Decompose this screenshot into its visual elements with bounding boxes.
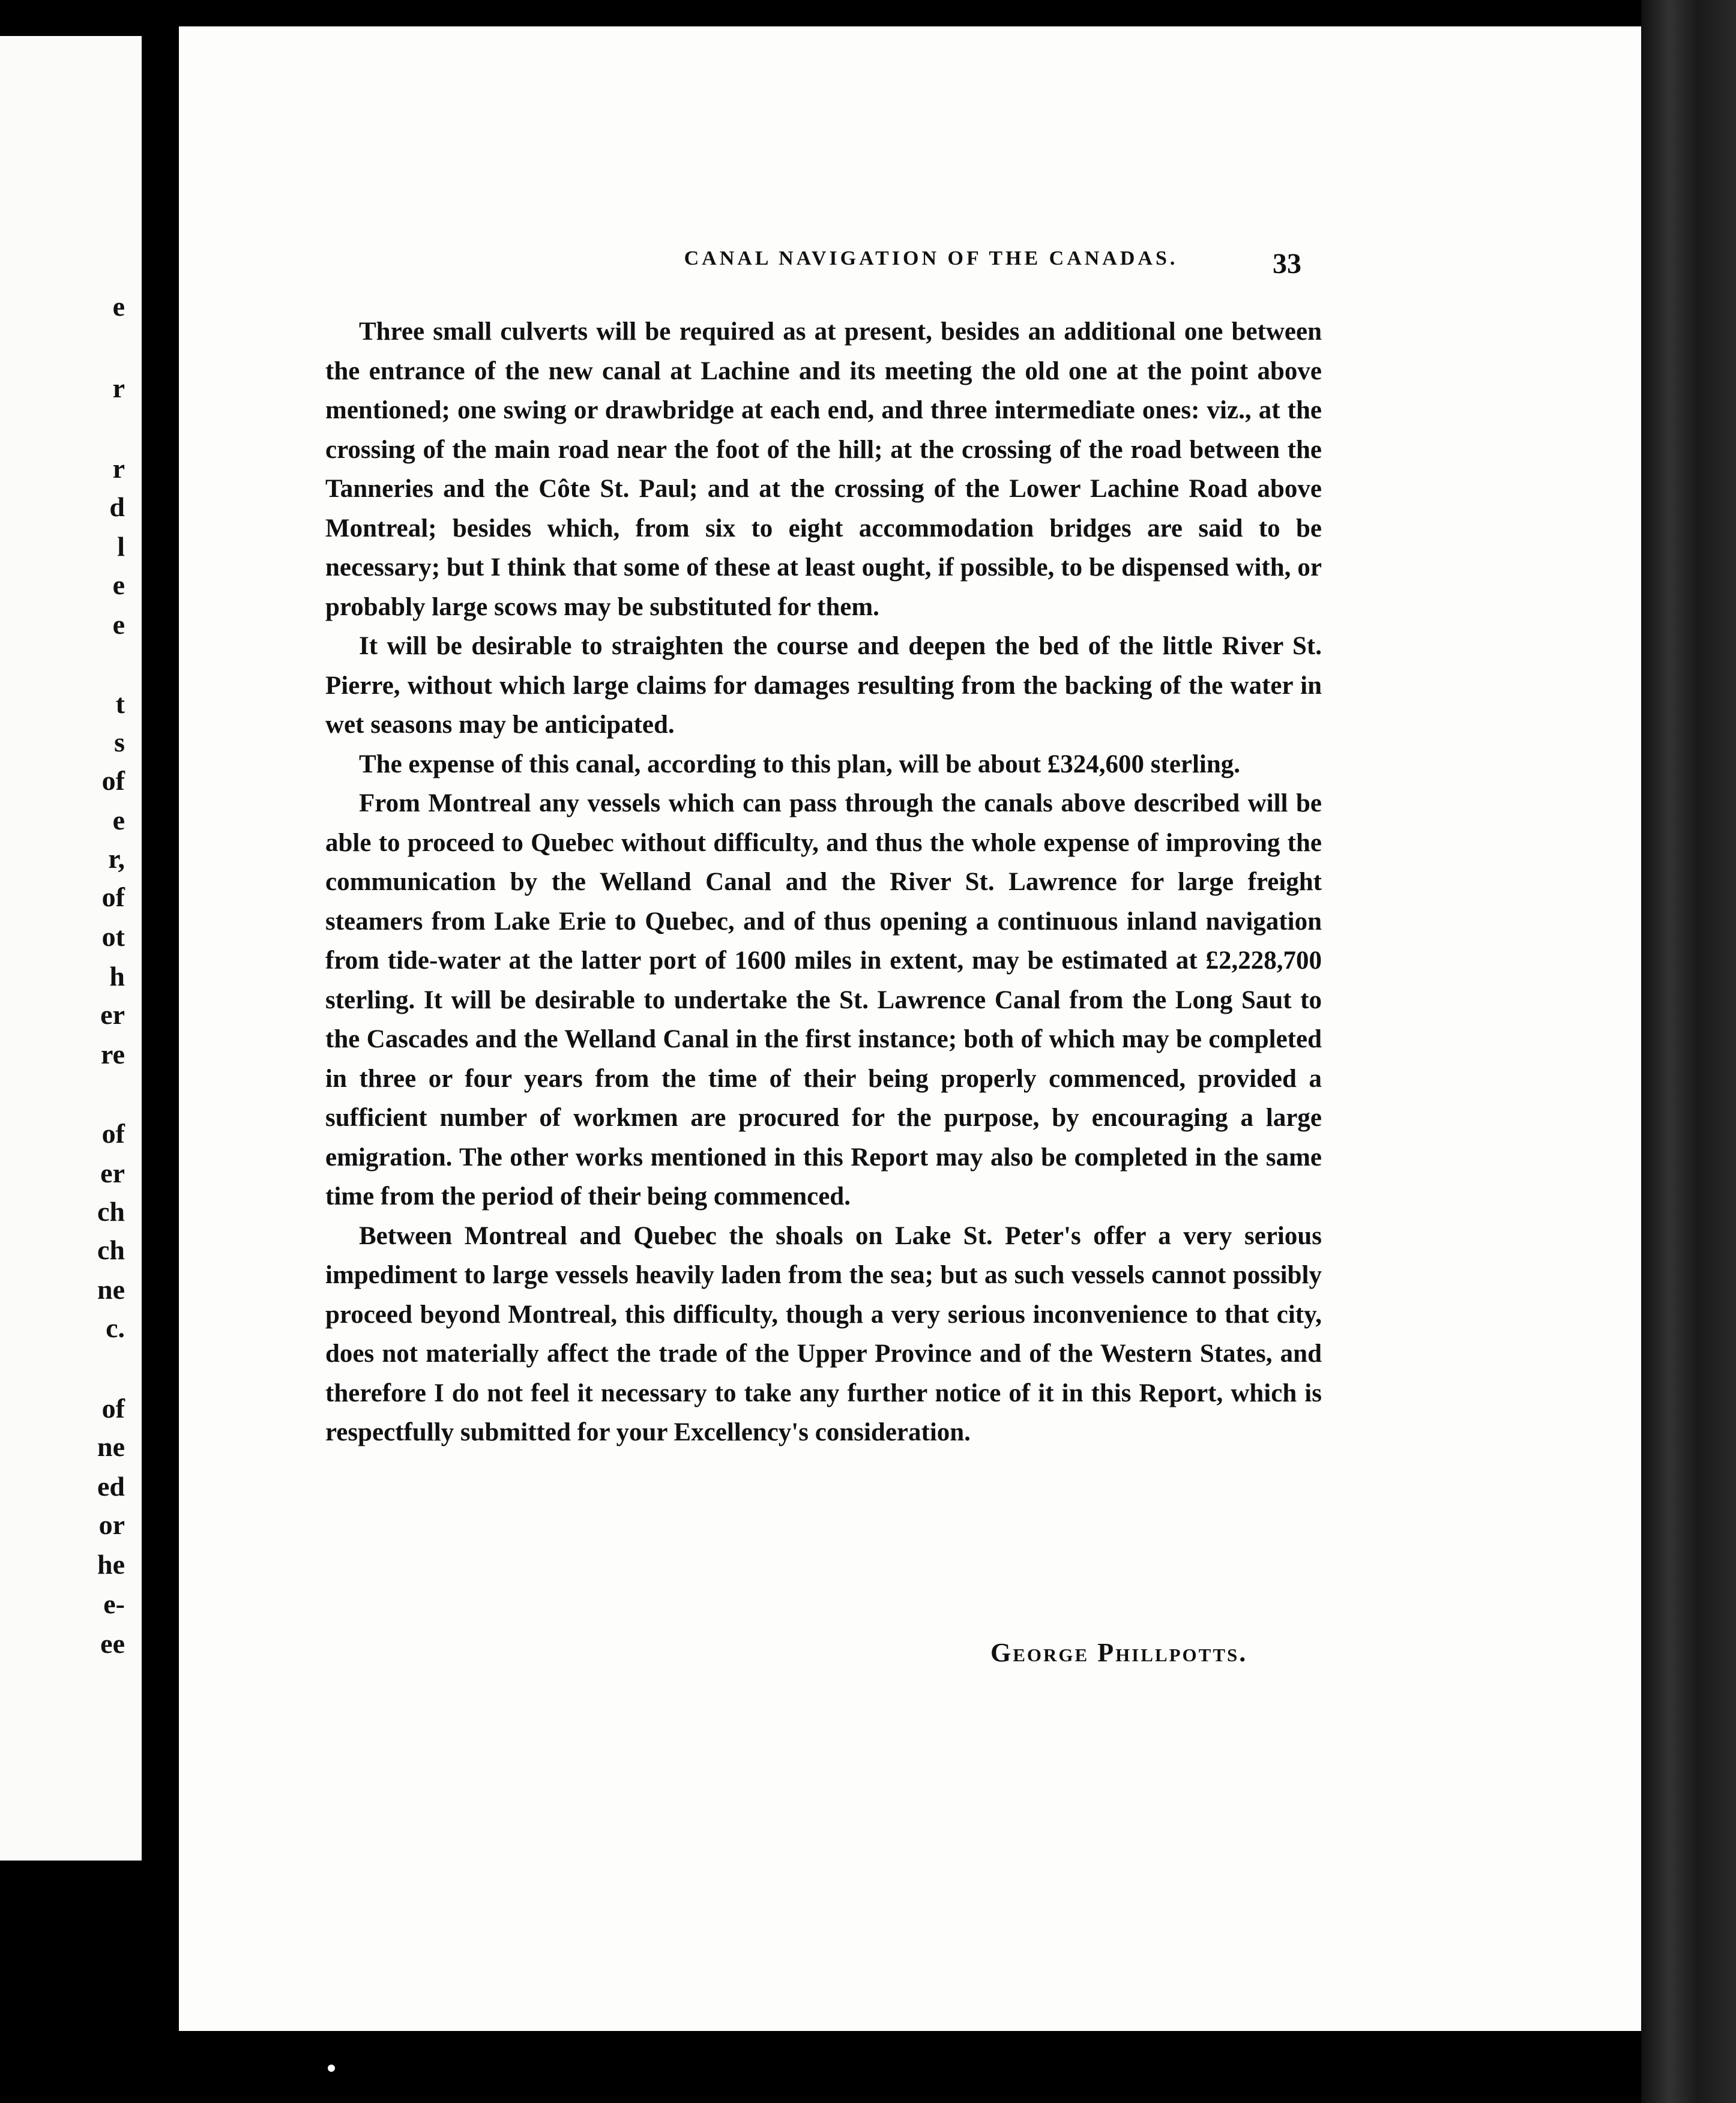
paragraph: The expense of this canal, according to this plan, will be about £324,600 sterling. xyxy=(359,750,1241,778)
paragraph: Three small culverts will be required as at present, besides an additional one between the entrance of the new canal at Lachine and its meeting the old one at the point above mentioned; one swing or drawbridge at each end, and three intermediate ones: viz., at the crossing of the main road near the foot of the hill; at the crossing of the road between the Tanneries and the Côte St. Paul; and at the crossing of the Lower Lachine Road above Montreal; besides which, from six to eight accommodation bridges are said to be necessary; but I think that some of these at least ought, if possible, to be dispensed with, or probably large scows may be substituted for them. xyxy=(325,317,1322,621)
page-number: 33 xyxy=(1273,248,1301,280)
facing-page-fragment: er xyxy=(100,1158,125,1188)
facing-page-fragments xyxy=(0,36,142,1861)
facing-page-fragment: ed xyxy=(97,1471,125,1502)
facing-page-fragment: s xyxy=(114,727,125,757)
facing-page-fragment: e xyxy=(112,805,125,835)
page-body xyxy=(325,312,1322,1452)
facing-page-fragment: ee xyxy=(100,1628,125,1659)
paragraph: It will be desirable to straighten the course and deepen the bed of the little River St. Pierre, without which large claims for damages resulting from the backing of the water in wet seasons may be anticipated. xyxy=(325,632,1322,739)
facing-page-fragment: e xyxy=(112,570,125,600)
facing-page-fragment: of xyxy=(101,882,125,912)
facing-page-fragment: he xyxy=(97,1549,125,1580)
facing-page-fragment: e xyxy=(112,291,125,322)
facing-page-fragment: r xyxy=(112,373,125,403)
facing-page-fragment: ot xyxy=(101,921,125,952)
facing-page-fragment: re xyxy=(100,1039,125,1070)
signature: George Phillpotts. xyxy=(990,1638,1248,1667)
book-edge xyxy=(1641,0,1736,2103)
facing-page-fragment: e xyxy=(112,609,125,640)
facing-page-fragment: ne xyxy=(97,1431,125,1462)
facing-page-fragment: l xyxy=(117,531,125,562)
scan-speck xyxy=(328,2065,335,2072)
running-title: CANAL NAVIGATION OF THE CANADAS. xyxy=(684,247,1178,269)
facing-page-fragment: er xyxy=(100,999,125,1030)
facing-page-fragment: h xyxy=(109,961,125,991)
paragraph: From Montreal any vessels which can pass through the canals above described will be able to proceed to Quebec without difficulty, and thus the whole expense of improving the communication by the Welland Canal and the River St. Lawrence for large freight steamers from Lake Erie to Quebec, and of thus opening a continuous inland navigation from tide-water at the latter port of 1600 miles in extent, may be estimated at £2,228,700 sterling. It will be desirable to undertake the St. Lawrence Canal from the Long Saut to the Cascades and the Welland Canal in the first instance; both of which may be completed in three or four years from the time of their being properly commenced, provided a sufficient number of workmen are procured for the purpose, by encouraging a large emigration. The other works mentioned in this Report may also be completed in the same time from the period of their being commenced. xyxy=(325,789,1322,1211)
facing-page-fragment: d xyxy=(109,492,125,522)
facing-page-fragment: r xyxy=(112,453,125,484)
facing-page-edge xyxy=(0,36,142,1861)
facing-page-fragment: t xyxy=(115,688,125,719)
facing-page-fragment: of xyxy=(101,765,125,796)
paragraph: Between Montreal and Quebec the shoals on Lake St. Peter's offer a very serious impediment to large vessels heavily laden from the sea; but as such vessels cannot possibly proceed beyond Montreal, this difficulty, though a very serious inconvenience to that city, does not materially affect the trade of the Upper Province and of the Western States, and therefore I do not feel it necessary to take any further notice of it in this Report, which is respectfully submitted for your Excellency's consideration. xyxy=(325,1221,1322,1446)
facing-page-fragment: r, xyxy=(108,843,125,874)
facing-page-fragment: ne xyxy=(97,1274,125,1305)
facing-page-fragment: of xyxy=(101,1118,125,1149)
facing-page-fragment: of xyxy=(101,1393,125,1424)
facing-page-fragment: ch xyxy=(97,1235,125,1265)
facing-page-fragment: ch xyxy=(97,1196,125,1227)
facing-page-fragment: or xyxy=(98,1509,125,1540)
facing-page-fragment: e- xyxy=(103,1589,125,1619)
facing-page-fragment: c. xyxy=(106,1313,125,1343)
